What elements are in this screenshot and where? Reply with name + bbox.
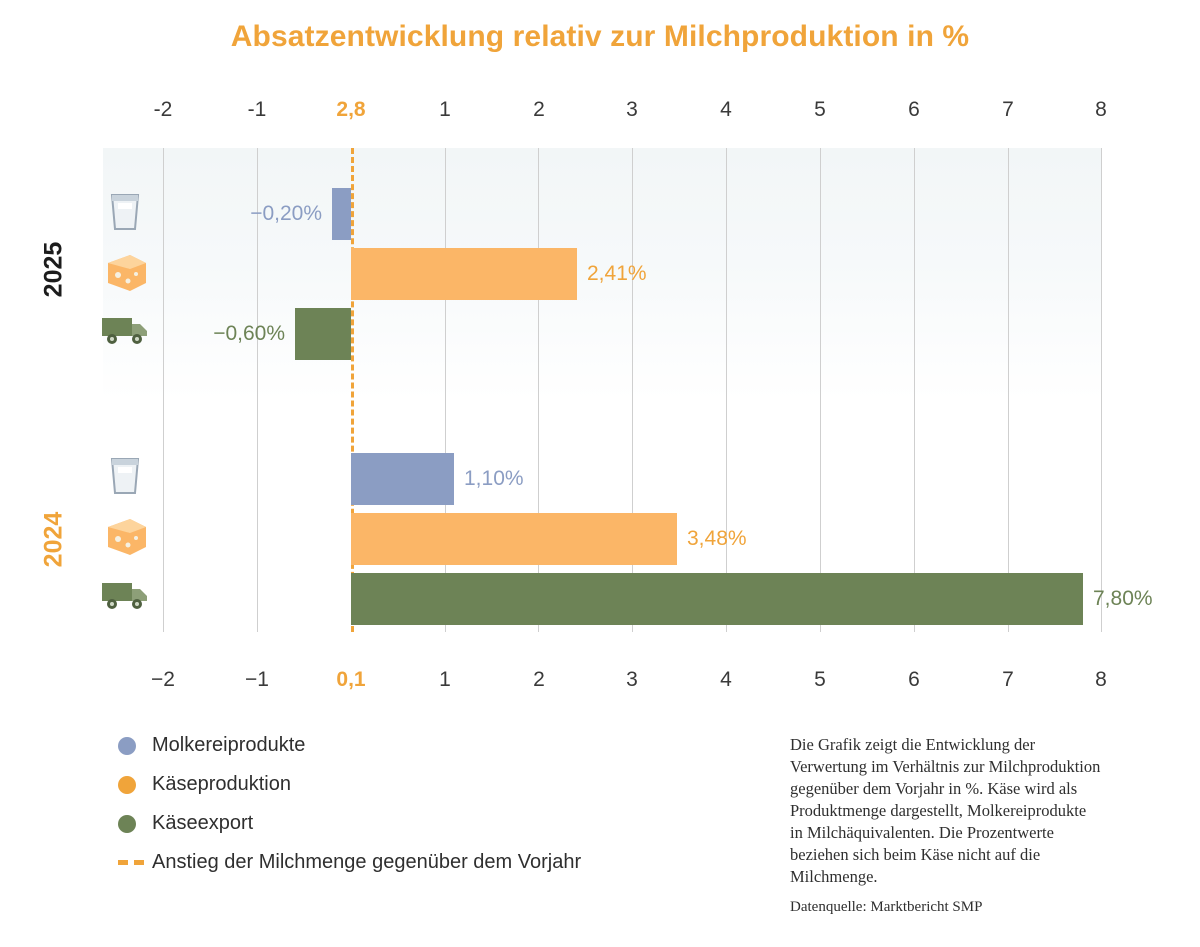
gridline-6 [914,148,915,632]
legend-item-kaeseexport[interactable] [118,804,678,843]
gridline-8 [1101,148,1102,632]
bar-value-2024-kaeseexport: 7,80% [1093,587,1153,610]
bar-2025-kaeseproduktion[interactable] [351,248,647,300]
legend-label-kaeseexport: Käseexport [152,812,254,834]
axis-top-tick-3: 1 [439,98,451,121]
axis-top-tick-6: 4 [720,98,732,121]
axis-bottom-tick-10: 8 [1095,668,1107,691]
bar-2024-kaeseexport[interactable] [351,573,1153,625]
x-axis-top [0,98,1200,124]
legend-item-kaeseproduktion[interactable] [118,765,678,804]
axis-bottom-tick-reference: 0,1 [336,668,366,691]
bar-2025-molkereiprodukte[interactable] [250,188,351,240]
bar-value-2025-kaeseproduktion: 2,41% [587,262,647,285]
legend-dot-molkereiprodukte [118,737,136,755]
axis-top-tick-10: 8 [1095,98,1107,121]
bar-value-2024-molkereiprodukte: 1,10% [464,467,524,490]
legend-label-milchmenge: Anstieg der Milchmenge gegenüber dem Vorjahr [152,851,582,873]
legend [118,726,678,882]
axis-top-tick-1: -1 [247,98,267,121]
legend-label-kaeseproduktion: Käseproduktion [152,773,291,795]
axis-bottom-tick-1: −1 [245,668,269,691]
cheese-icon-2024 [98,513,154,559]
cheese-icon [98,249,154,295]
bar-2025-kaeseexport[interactable] [213,308,351,360]
axis-bottom-tick-3: 1 [439,668,451,691]
axis-top-tick-7: 5 [814,98,826,121]
legend-dashed-line-icon [118,860,152,865]
milk-carton-icon [98,189,154,235]
bar-value-2024-kaeseproduktion: 3,48% [687,527,747,550]
group-label-2024: 2024 [39,511,68,568]
axis-bottom-tick-8: 6 [908,668,920,691]
axis-top-tick-5: 3 [626,98,638,121]
axis-top-tick-reference: 2,8 [336,98,366,121]
legend-dot-kaeseexport [118,815,136,833]
chart-source: Datenquelle: Marktbericht SMP [790,898,983,915]
milk-carton-icon-2024 [98,453,154,499]
chart-note-text: Die Grafik zeigt die Entwicklung der Verwertung im Verhältnis zur Milchproduktion gegenüber dem Vorjahr in %. Käse wird als Produktmenge dargestellt, Molkereiprodukte in Milchäquivalenten. Die Prozentwerte beziehen sich beim Käse nicht auf die Milchmenge. [790,735,1101,886]
bar-2024-kaeseproduktion[interactable] [351,513,747,565]
axis-top-tick-8: 6 [908,98,920,121]
axis-top-tick-4: 2 [533,98,545,121]
axis-top-tick-9: 7 [1002,98,1014,121]
bar-value-2025-molkereiprodukte: −0,20% [250,202,322,225]
axis-bottom-tick-6: 4 [720,668,732,691]
axis-bottom-tick-4: 2 [533,668,545,691]
chart-note [790,734,1102,918]
gridline-4 [726,148,727,632]
group-label-2025: 2025 [39,241,68,298]
legend-item-milchmenge[interactable] [118,843,678,882]
truck-icon-2024 [98,571,154,617]
legend-item-molkereiprodukte[interactable] [118,726,678,765]
chart-title: Absatzentwicklung relativ zur Milchproduktion in % [230,20,970,53]
x-axis-bottom [0,668,1200,694]
gridline--2 [163,148,164,632]
legend-dot-kaeseproduktion [118,776,136,794]
legend-label-molkereiprodukte: Molkereiprodukte [152,734,306,756]
bar-2024-molkereiprodukte[interactable] [351,453,524,505]
axis-bottom-tick-7: 5 [814,668,826,691]
axis-bottom-tick-0: −2 [151,668,175,691]
bar-value-2025-kaeseexport: −0,60% [213,322,285,345]
gridline-7 [1008,148,1009,632]
truck-icon [98,306,154,352]
axis-bottom-tick-5: 3 [626,668,638,691]
gridline-5 [820,148,821,632]
axis-bottom-tick-9: 7 [1002,668,1014,691]
plot-area [163,148,1153,632]
axis-top-tick-0: -2 [153,98,173,121]
